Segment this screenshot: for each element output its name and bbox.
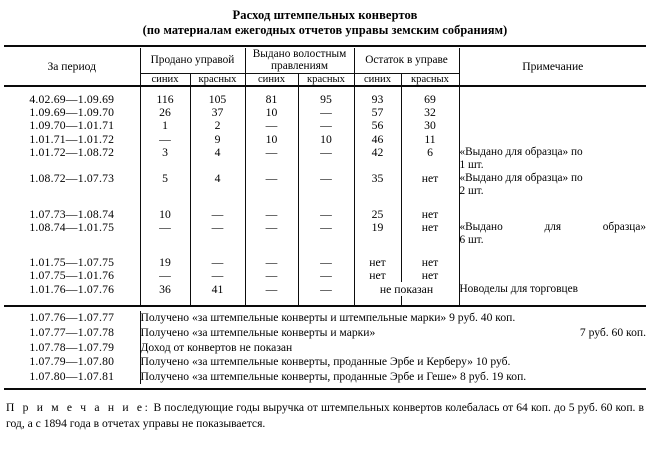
cell-issued-blue: 10 <box>245 133 298 146</box>
cell-remainder-blue: 57 <box>354 106 401 119</box>
cell-remainder-blue: нет <box>354 256 401 269</box>
cell-period: 1.07.76—1.07.77 <box>29 311 115 325</box>
cell-remainder-red: нет <box>401 221 459 234</box>
cell-issued-red: 95 <box>298 93 354 106</box>
cell-issued-red: — <box>298 172 354 185</box>
header-issued-group: Выдано волостным правлениям <box>245 48 354 74</box>
cell-sold-red: — <box>190 221 245 234</box>
income-description: Получено «за штемпельные конверты и марки» <box>140 326 376 340</box>
table-row <box>4 119 646 132</box>
table-header <box>4 48 646 85</box>
table-row <box>4 208 646 221</box>
cell-sold-blue: 1 <box>140 119 190 132</box>
cell-sold-red: 4 <box>190 172 245 185</box>
cell-note-line2: 2 шт. <box>459 185 646 198</box>
table-row <box>4 146 646 159</box>
cell-sold-blue: — <box>140 221 190 234</box>
cell-remainder-blue: 19 <box>354 221 401 234</box>
cell-period: 1.08.72—1.07.73 <box>29 172 115 186</box>
cell-issued-blue: — <box>245 119 298 132</box>
cell-remainder-red: нет <box>401 269 459 282</box>
cell-sold-red: 37 <box>190 106 245 119</box>
cell-note: «Выдано для образца» по <box>459 146 646 159</box>
cell-note: «Выдано для образца» по <box>459 172 646 185</box>
cell-remainder-blue: нет <box>354 269 401 282</box>
cell-sold-blue: 19 <box>140 256 190 269</box>
table-row <box>4 221 646 234</box>
spacer-row <box>4 296 646 305</box>
cell-sold-red: 9 <box>190 133 245 146</box>
table-row <box>4 172 646 185</box>
cell-remainder-red: 11 <box>401 133 459 146</box>
cell-issued-blue: — <box>245 172 298 185</box>
header-remainder-group: Остаток в управе <box>354 48 459 74</box>
cell-issued-red: — <box>298 106 354 119</box>
cell-issued-blue: 10 <box>245 106 298 119</box>
cell-sold-blue: 36 <box>140 282 190 295</box>
header-sold-red: красных <box>190 74 245 86</box>
income-records-table <box>4 311 646 384</box>
cell-remainder-blue: 25 <box>354 208 401 221</box>
cell-issued-red: — <box>298 269 354 282</box>
cell-issued-red: 10 <box>298 133 354 146</box>
header-sold-group: Продано управой <box>140 48 245 74</box>
envelope-expenditure-table <box>4 48 646 85</box>
cell-period: 1.08.74—1.01.75 <box>29 220 115 234</box>
cell-income-text: Получено «за штемпельные конверты и штемпельные марки» 9 руб. 40 коп. <box>140 311 646 326</box>
cell-sold-red: 105 <box>190 93 245 106</box>
cell-issued-red: — <box>298 256 354 269</box>
table-row <box>4 133 646 146</box>
cell-note <box>459 208 646 221</box>
cell-note-line2: 1 шт. <box>459 159 646 172</box>
header-remainder-blue: синих <box>354 74 401 86</box>
cell-issued-red: — <box>298 119 354 132</box>
cell-period: 1.07.75—1.01.76 <box>29 269 115 283</box>
cell-income-text: Получено «за штемпельные конверты, проданные Эрбе и Керберу» 10 руб. <box>140 354 646 369</box>
cell-period: 1.07.80—1.07.81 <box>29 369 115 383</box>
cell-sold-blue: 26 <box>140 106 190 119</box>
cell-remainder-red: нет <box>401 208 459 221</box>
table-row <box>4 256 646 269</box>
cell-remainder-blue: 42 <box>354 146 401 159</box>
cell-remainder-red: 30 <box>401 119 459 132</box>
cell-remainder-blue: 46 <box>354 133 401 146</box>
cell-sold-blue: 5 <box>140 172 190 185</box>
cell-remainder-red: 6 <box>401 146 459 159</box>
note-continuation-row <box>4 234 646 247</box>
cell-sold-red: 2 <box>190 119 245 132</box>
cell-period: 1.07.77—1.07.78 <box>29 326 115 340</box>
spacer-row <box>4 199 646 208</box>
cell-period: 1.01.76—1.07.76 <box>29 282 115 296</box>
cell-sold-red: — <box>190 208 245 221</box>
income-amount: 7 руб. 60 коп. <box>579 326 646 340</box>
cell-issued-red: — <box>298 282 354 295</box>
cell-note-line2: 6 шт. <box>459 234 646 247</box>
cell-note: Новоделы для торговцев <box>459 282 646 295</box>
income-row <box>4 325 646 340</box>
cell-sold-red: 4 <box>190 146 245 159</box>
bottom-section-rule <box>4 388 646 390</box>
page-title <box>0 0 650 39</box>
cell-issued-red: — <box>298 221 354 234</box>
cell-issued-blue: — <box>245 208 298 221</box>
cell-note <box>459 133 646 146</box>
cell-note <box>459 93 646 106</box>
cell-remainder-red: нет <box>401 256 459 269</box>
title-line-2: (по материалам ежегодных отчетов управы земским собраниям) <box>142 23 508 37</box>
cell-note <box>459 106 646 119</box>
table-row <box>4 269 646 282</box>
cell-period: 1.07.73—1.08.74 <box>29 207 115 221</box>
cell-period: 1.01.71—1.01.72 <box>29 132 115 146</box>
cell-note <box>459 256 646 269</box>
cell-period: 1.07.78—1.07.79 <box>29 340 115 354</box>
footnote-text: В последующие годы выручка от штемпельных конвертов колебалась от 64 коп. до 5 руб. 60 коп. в год, а с 1894 года в отчетах управы не показывается. <box>6 400 644 430</box>
spacer-row <box>4 247 646 256</box>
cell-note <box>459 119 646 132</box>
header-sold-blue: синих <box>140 74 190 86</box>
note-continuation-row <box>4 159 646 172</box>
note-continuation-row <box>4 185 646 198</box>
table-row <box>4 106 646 119</box>
cell-sold-red: — <box>190 256 245 269</box>
income-row <box>4 340 646 355</box>
cell-sold-blue: 116 <box>140 93 190 106</box>
cell-remainder-span: не показан <box>354 282 459 295</box>
table-body-grid <box>4 87 646 305</box>
income-row <box>4 311 646 326</box>
cell-issued-blue: — <box>245 256 298 269</box>
income-row <box>4 354 646 369</box>
cell-remainder-blue: 93 <box>354 93 401 106</box>
cell-issued-blue: — <box>245 282 298 295</box>
header-issued-blue: синих <box>245 74 298 86</box>
cell-sold-blue: — <box>140 133 190 146</box>
header-issued-red: красных <box>298 74 354 86</box>
footnote-label: П р и м е ч а н и е: <box>6 400 151 414</box>
cell-remainder-red: нет <box>401 172 459 185</box>
cell-remainder-blue: 35 <box>354 172 401 185</box>
cell-period: 4.02.69—1.09.69 <box>29 93 115 107</box>
cell-period: 1.07.79—1.07.80 <box>29 355 115 369</box>
cell-note <box>459 269 646 282</box>
cell-issued-red: — <box>298 208 354 221</box>
cell-issued-blue: — <box>245 269 298 282</box>
cell-sold-blue: — <box>140 269 190 282</box>
cell-income-text <box>140 325 646 340</box>
cell-note: «Выдано для образца» <box>459 220 646 233</box>
cell-issued-blue: 81 <box>245 93 298 106</box>
title-line-1: Расход штемпельных конвертов <box>232 8 418 22</box>
header-period: За период <box>47 59 97 73</box>
cell-income-text: Получено «за штемпельные конверты, проданные Эрбе и Геше» 8 руб. 19 коп. <box>140 369 646 384</box>
cell-issued-red: — <box>298 146 354 159</box>
cell-sold-red: — <box>190 269 245 282</box>
header-note: Примечание <box>459 48 646 85</box>
table-row <box>4 93 646 106</box>
cell-remainder-red: 32 <box>401 106 459 119</box>
footnote <box>6 400 644 432</box>
cell-remainder-blue: 56 <box>354 119 401 132</box>
income-row <box>4 369 646 384</box>
cell-period: 1.09.70—1.01.71 <box>29 119 115 133</box>
cell-issued-blue: — <box>245 146 298 159</box>
cell-remainder-red: 69 <box>401 93 459 106</box>
header-remainder-red: красных <box>401 74 459 86</box>
cell-income-text: Доход от конвертов не показан <box>140 340 646 355</box>
table-row <box>4 282 646 295</box>
cell-period: 1.01.72—1.08.72 <box>29 145 115 159</box>
cell-sold-blue: 3 <box>140 146 190 159</box>
cell-issued-blue: — <box>245 221 298 234</box>
cell-sold-red: 41 <box>190 282 245 295</box>
cell-period: 1.01.75—1.07.75 <box>29 256 115 270</box>
cell-sold-blue: 10 <box>140 208 190 221</box>
cell-period: 1.09.69—1.09.70 <box>29 106 115 120</box>
